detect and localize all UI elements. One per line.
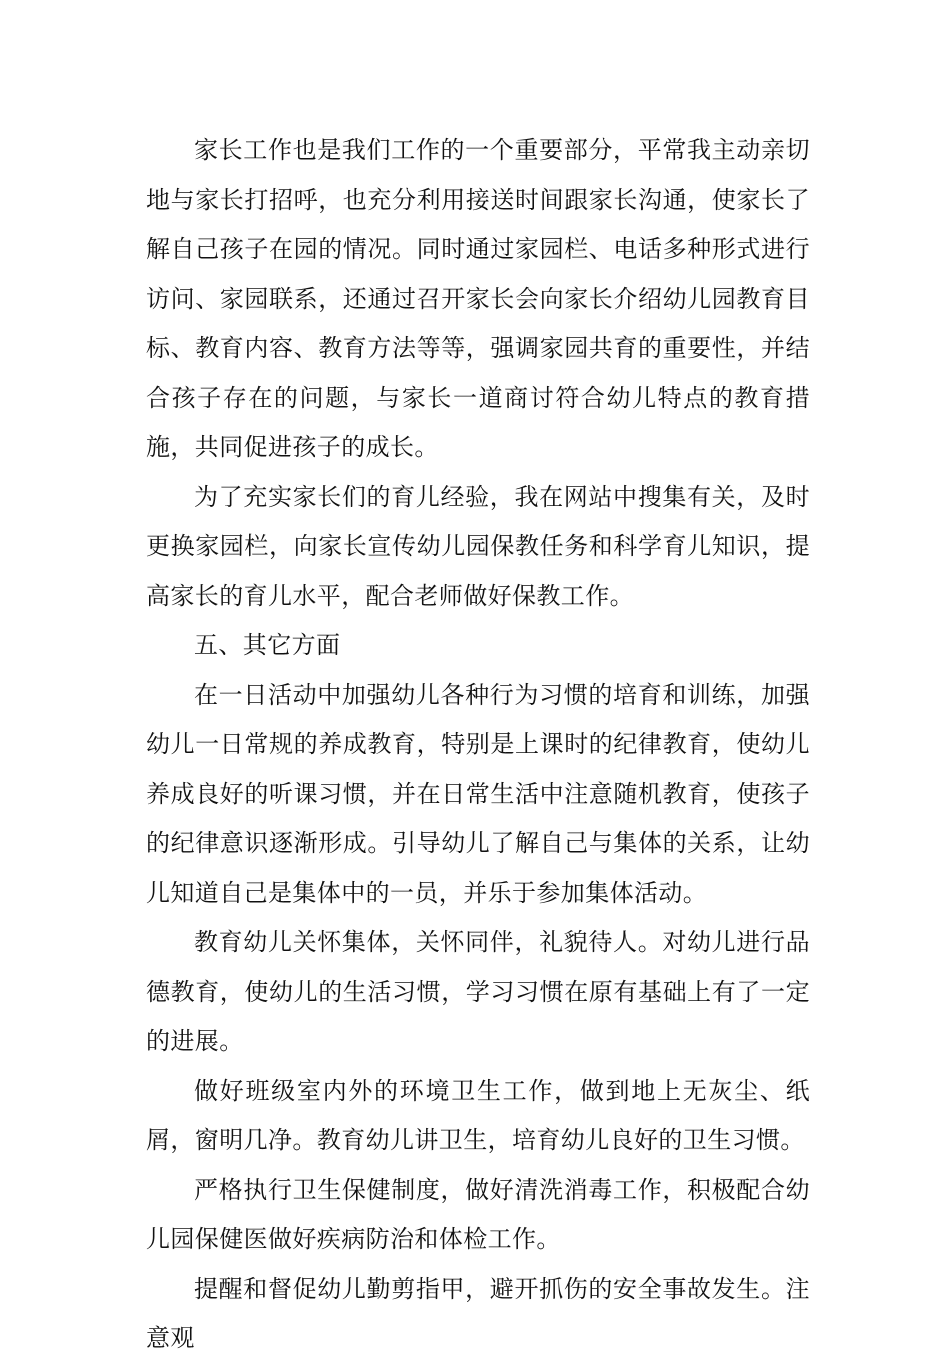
paragraph-health-system: 严格执行卫生保健制度，做好清洗消毒工作，积极配合幼儿园保健医做好疾病防治和体检工作。 — [146, 1175, 810, 1253]
paragraph-behavior-habits: 在一日活动中加强幼儿各种行为习惯的培育和训练，加强幼儿一日常规的养成教育，特别是上课时的纪律教育，使幼儿养成良好的听课习惯，并在日常生活中注意随机教育，使孩子的纪律意识逐渐形成。引导幼儿了解自己与集体的关系，让幼儿知道自己是集体中的一员，并乐于参加集体活动。 — [146, 680, 810, 907]
paragraph-parenting-experience: 为了充实家长们的育儿经验，我在网站中搜集有关，及时更换家园栏，向家长宣传幼儿园保教任务和科学育儿知识，提高家长的育儿水平，配合老师做好保教工作。 — [146, 482, 810, 610]
paragraph-parent-work: 家长工作也是我们工作的一个重要部分，平常我主动亲切地与家长打招呼，也充分利用接送时间跟家长沟通，使家长了解自己孩子在园的情况。同时通过家园栏、电话多种形式进行访问、家园联系，还通过召开家长会向家长介绍幼儿园教育目标、教育内容、教育方法等等，强调家园共育的重要性，并结合孩子存在的问题，与家长一道商讨符合幼儿特点的教育措施，共同促进孩子的成长。 — [146, 136, 810, 461]
paragraph-moral-education: 教育幼儿关怀集体，关怀同伴，礼貌待人。对幼儿进行品德教育，使幼儿的生活习惯，学习习惯在原有基础上有了一定的进展。 — [146, 928, 810, 1055]
section-heading-other-aspects: 五、其它方面 — [194, 631, 341, 659]
document-body — [146, 126, 810, 1364]
paragraph-environment-hygiene: 做好班级室内外的环境卫生工作，做到地上无灰尘、纸屑，窗明几净。教育幼儿讲卫生，培育幼儿良好的卫生习惯。 — [146, 1076, 810, 1154]
paragraph-safety-reminder: 提醒和督促幼儿勤剪指甲，避开抓伤的安全事故发生。注意观 — [146, 1274, 810, 1352]
